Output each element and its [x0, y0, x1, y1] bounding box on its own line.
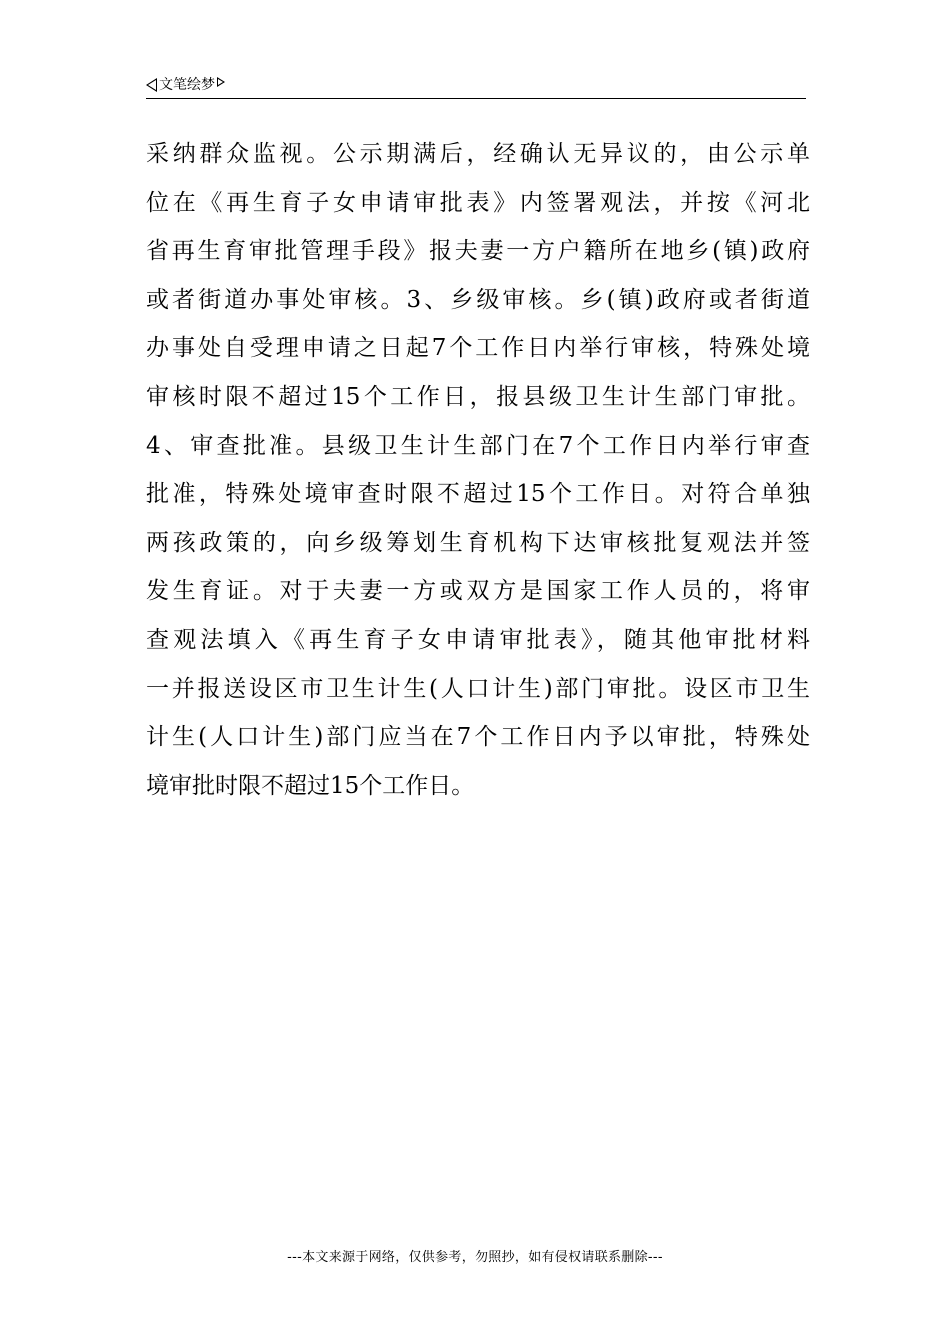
body-line: 发生育证。对于夫妻一方或双方是国家工作人员的，将审	[146, 578, 810, 605]
body-line: 批准，特殊处境审查时限不超过15个工作日。对符合单独	[146, 481, 810, 508]
left-triangle-icon	[146, 78, 157, 92]
document-body	[146, 134, 810, 814]
body-line: 4、审查批准。县级卫生计生部门在7个工作日内举行审查	[146, 432, 810, 459]
body-line: 计生(人口计生)部门应当在7个工作日内予以审批，特殊处	[146, 724, 810, 751]
body-line: 办事处自受理申请之日起7个工作日内举行审核，特殊处境	[146, 335, 810, 362]
body-line: 一并报送设区市卫生计生(人口计生)部门审批。设区市卫生	[146, 675, 810, 702]
body-line: 采纳群众监视。公示期满后，经确认无异议的，由公示单	[146, 141, 810, 167]
header-brand-text: 文笔绘梦	[159, 77, 215, 93]
body-line: 境审批时限不超过15个工作日。	[146, 772, 475, 799]
header-brand	[146, 76, 225, 94]
body-line: 两孩政策的，向乡级筹划生育机构下达审核批复观法并签	[146, 529, 810, 556]
body-line: 或者街道办事处审核。3、乡级审核。乡(镇)政府或者街道	[146, 286, 810, 313]
page-header	[146, 74, 806, 99]
footer-notice: ---本文来源于网络，仅供参考，勿照抄，如有侵权请联系删除---	[287, 1250, 663, 1265]
body-line: 位在《再生育子女申请审批表》内签署观法，并按《河北	[146, 189, 810, 216]
right-triangle-icon	[217, 77, 225, 87]
body-line: 查观法填入《再生育子女申请审批表》，随其他审批材料	[146, 626, 810, 653]
body-line: 省再生育审批管理手段》报夫妻一方户籍所在地乡(镇)政府	[146, 238, 810, 265]
page-footer	[0, 1249, 950, 1267]
body-line: 审核时限不超过15个工作日，报县级卫生计生部门审批。	[146, 383, 810, 410]
